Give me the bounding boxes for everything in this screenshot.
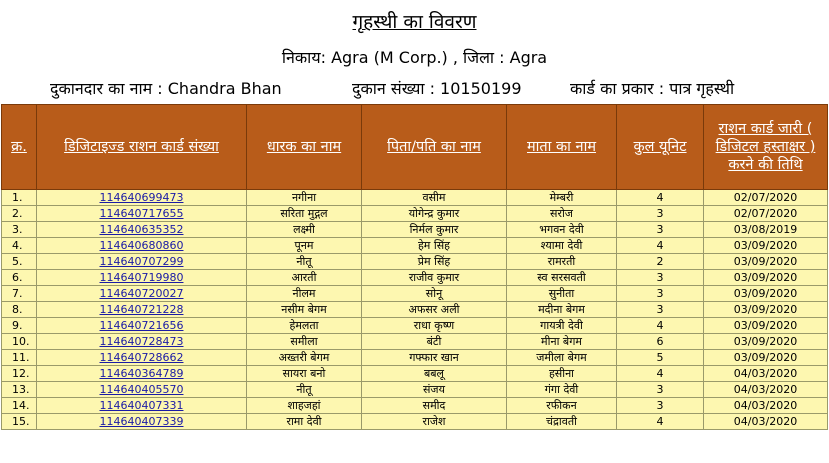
- card-number-link[interactable]: 114640405570: [99, 383, 184, 396]
- mother-name-cell: स्व सरसवती: [507, 270, 617, 286]
- issue-date-cell: 02/07/2020: [704, 190, 828, 206]
- serial-cell: 4.: [2, 238, 37, 254]
- units-cell: 4: [617, 414, 704, 430]
- serial-cell: 3.: [2, 222, 37, 238]
- serial-cell: 12.: [2, 366, 37, 382]
- holder-name-cell: नगीना: [247, 190, 362, 206]
- header-total-units: कुल यूनिट: [617, 105, 704, 190]
- father-name-cell: अफसर अली: [362, 302, 507, 318]
- card-number-cell: [37, 382, 247, 398]
- units-cell: 4: [617, 238, 704, 254]
- father-name-cell: सोनू: [362, 286, 507, 302]
- mother-name-cell: सरोज: [507, 206, 617, 222]
- serial-cell: 7.: [2, 286, 37, 302]
- card-number-link[interactable]: 114640717655: [99, 207, 184, 220]
- card-number-cell: [37, 398, 247, 414]
- issue-date-cell: 03/09/2020: [704, 270, 828, 286]
- card-number-link[interactable]: 114640364789: [99, 367, 184, 380]
- mother-name-cell: मदीना बेगम: [507, 302, 617, 318]
- card-number-link[interactable]: 114640407339: [99, 415, 184, 428]
- card-number-cell: [37, 254, 247, 270]
- holder-name-cell: लक्ष्मी: [247, 222, 362, 238]
- mother-name-cell: गंगा देवी: [507, 382, 617, 398]
- father-name-cell: राजेश: [362, 414, 507, 430]
- table-row: [2, 350, 828, 366]
- table-row: [2, 286, 828, 302]
- card-number-cell: [37, 222, 247, 238]
- page-title: गृहस्थी का विवरण: [352, 11, 477, 33]
- card-number-link[interactable]: 114640721656: [99, 319, 184, 332]
- header-mother-name: माता का नाम: [507, 105, 617, 190]
- issue-date-cell: 03/09/2020: [704, 350, 828, 366]
- serial-cell: 15.: [2, 414, 37, 430]
- shop-number: दुकान संख्या : 10150199: [352, 79, 522, 98]
- units-cell: 4: [617, 366, 704, 382]
- holder-name-cell: नसीम बेगम: [247, 302, 362, 318]
- header-father-husband-name: पिता/पति का नाम: [362, 105, 507, 190]
- issue-date-cell: 04/03/2020: [704, 382, 828, 398]
- issue-date-cell: 03/09/2020: [704, 334, 828, 350]
- father-name-cell: राजीव कुमार: [362, 270, 507, 286]
- mother-name-cell: हसीना: [507, 366, 617, 382]
- card-number-cell: [37, 318, 247, 334]
- issue-date-cell: 03/08/2019: [704, 222, 828, 238]
- body-district-line: निकाय: Agra (M Corp.) , जिला : Agra: [281, 48, 548, 67]
- mother-name-cell: मेम्बरी: [507, 190, 617, 206]
- mother-name-cell: श्यामा देवी: [507, 238, 617, 254]
- ration-card-table: [1, 104, 828, 430]
- card-number-link[interactable]: 114640728473: [99, 335, 184, 348]
- table-row: [2, 318, 828, 334]
- father-name-cell: समीद: [362, 398, 507, 414]
- serial-cell: 6.: [2, 270, 37, 286]
- issue-date-cell: 04/03/2020: [704, 398, 828, 414]
- father-name-cell: बंटी: [362, 334, 507, 350]
- holder-name-cell: नीलम: [247, 286, 362, 302]
- header-issue-date: राशन कार्ड जारी ( डिजिटल हस्ताक्षर ) करने की तिथि: [704, 105, 828, 190]
- card-number-cell: [37, 206, 247, 222]
- header-serial: क्र.: [2, 105, 37, 190]
- units-cell: 3: [617, 222, 704, 238]
- father-name-cell: प्रेम सिंह: [362, 254, 507, 270]
- holder-name-cell: शाहजहां: [247, 398, 362, 414]
- serial-cell: 9.: [2, 318, 37, 334]
- table-row: [2, 302, 828, 318]
- table-header-row: [2, 105, 828, 190]
- serial-cell: 13.: [2, 382, 37, 398]
- table-row: [2, 270, 828, 286]
- mother-name-cell: रामरती: [507, 254, 617, 270]
- issue-date-cell: 03/09/2020: [704, 254, 828, 270]
- holder-name-cell: अख्तरी बेगम: [247, 350, 362, 366]
- table-row: [2, 414, 828, 430]
- serial-cell: 14.: [2, 398, 37, 414]
- units-cell: 2: [617, 254, 704, 270]
- card-number-link[interactable]: 114640707299: [99, 255, 184, 268]
- serial-cell: 11.: [2, 350, 37, 366]
- holder-name-cell: आरती: [247, 270, 362, 286]
- table-row: [2, 206, 828, 222]
- card-type: कार्ड का प्रकार : पात्र गृहस्थी: [570, 79, 735, 98]
- units-cell: 3: [617, 398, 704, 414]
- holder-name-cell: समीला: [247, 334, 362, 350]
- card-number-cell: [37, 238, 247, 254]
- card-number-link[interactable]: 114640721228: [99, 303, 184, 316]
- units-cell: 3: [617, 382, 704, 398]
- units-cell: 4: [617, 190, 704, 206]
- units-cell: 3: [617, 302, 704, 318]
- father-name-cell: गफ्फार खान: [362, 350, 507, 366]
- card-number-cell: [37, 302, 247, 318]
- mother-name-cell: रफीकन: [507, 398, 617, 414]
- issue-date-cell: 03/09/2020: [704, 286, 828, 302]
- holder-name-cell: सरिता मुद्गल: [247, 206, 362, 222]
- card-number-cell: [37, 270, 247, 286]
- mother-name-cell: जमीला बेगम: [507, 350, 617, 366]
- card-number-cell: [37, 350, 247, 366]
- father-name-cell: हेम सिंह: [362, 238, 507, 254]
- table-row: [2, 254, 828, 270]
- holder-name-cell: हेमलता: [247, 318, 362, 334]
- card-number-cell: [37, 414, 247, 430]
- units-cell: 4: [617, 318, 704, 334]
- table-row: [2, 382, 828, 398]
- father-name-cell: वसीम: [362, 190, 507, 206]
- serial-cell: 2.: [2, 206, 37, 222]
- issue-date-cell: 04/03/2020: [704, 366, 828, 382]
- issue-date-cell: 02/07/2020: [704, 206, 828, 222]
- table-row: [2, 238, 828, 254]
- holder-name-cell: पूनम: [247, 238, 362, 254]
- card-number-link[interactable]: 114640699473: [99, 191, 184, 204]
- issue-date-cell: 03/09/2020: [704, 318, 828, 334]
- holder-name-cell: सायरा बनो: [247, 366, 362, 382]
- card-number-link[interactable]: 114640635352: [99, 223, 184, 236]
- holder-name-cell: रामा देवी: [247, 414, 362, 430]
- serial-cell: 10.: [2, 334, 37, 350]
- holder-name-cell: नीतू: [247, 382, 362, 398]
- card-number-link[interactable]: 114640680860: [99, 239, 184, 252]
- father-name-cell: संजय: [362, 382, 507, 398]
- shop-info-line: [0, 77, 829, 99]
- table-row: [2, 334, 828, 350]
- card-number-cell: [37, 286, 247, 302]
- table-row: [2, 398, 828, 414]
- units-cell: 6: [617, 334, 704, 350]
- table-row: [2, 222, 828, 238]
- serial-cell: 5.: [2, 254, 37, 270]
- issue-date-cell: 03/09/2020: [704, 238, 828, 254]
- holder-name-cell: नीतू: [247, 254, 362, 270]
- father-name-cell: राधा कृष्ण: [362, 318, 507, 334]
- father-name-cell: योगेन्द्र कुमार: [362, 206, 507, 222]
- card-number-cell: [37, 190, 247, 206]
- card-number-link[interactable]: 114640719980: [99, 271, 184, 284]
- table-row: [2, 190, 828, 206]
- father-name-cell: निर्मल कुमार: [362, 222, 507, 238]
- units-cell: 3: [617, 206, 704, 222]
- card-number-link[interactable]: 114640720027: [99, 287, 184, 300]
- mother-name-cell: सुनीता: [507, 286, 617, 302]
- serial-cell: 1.: [2, 190, 37, 206]
- header-holder-name: धारक का नाम: [247, 105, 362, 190]
- mother-name-cell: चंद्रावती: [507, 414, 617, 430]
- shopkeeper-name: दुकानदार का नाम : Chandra Bhan: [50, 79, 282, 98]
- issue-date-cell: 03/09/2020: [704, 302, 828, 318]
- header-card-number: डिजिटाइज्ड राशन कार्ड संख्या: [37, 105, 247, 190]
- units-cell: 3: [617, 286, 704, 302]
- units-cell: 3: [617, 270, 704, 286]
- issue-date-cell: 04/03/2020: [704, 414, 828, 430]
- card-number-link[interactable]: 114640728662: [99, 351, 184, 364]
- mother-name-cell: गायत्री देवी: [507, 318, 617, 334]
- card-number-link[interactable]: 114640407331: [99, 399, 184, 412]
- serial-cell: 8.: [2, 302, 37, 318]
- units-cell: 5: [617, 350, 704, 366]
- mother-name-cell: भगवन देवी: [507, 222, 617, 238]
- card-number-cell: [37, 366, 247, 382]
- mother-name-cell: मीना बेगम: [507, 334, 617, 350]
- card-number-cell: [37, 334, 247, 350]
- father-name-cell: बबलू: [362, 366, 507, 382]
- table-row: [2, 366, 828, 382]
